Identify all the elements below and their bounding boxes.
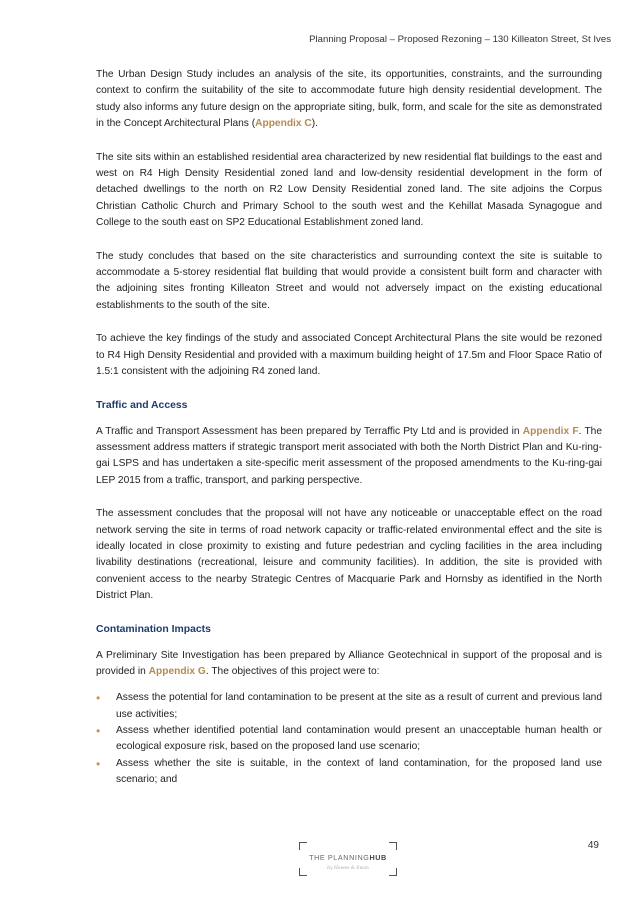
traffic-heading: Traffic and Access (96, 399, 188, 411)
bullet-icon: • (96, 691, 101, 706)
page-content (96, 67, 602, 788)
list-item (96, 756, 602, 789)
appendix-c-link[interactable]: Appendix C (255, 117, 312, 129)
logo-text-light: THE PLANNING (309, 853, 370, 862)
page-header: Planning Proposal – Proposed Rezoning – 130 Killeaton Street, St Ives (309, 34, 611, 45)
planning-hub-logo (299, 842, 397, 876)
page-number: 49 (587, 840, 599, 851)
list-item-text: Assess whether the site is suitable, in the context of land contamination, for the proposed land use scenario; and (116, 757, 602, 785)
intro-paragraph-4: To achieve the key findings of the study and associated Concept Architectural Plans the site would be rezoned to R4 High Density Residential and provided with a maximum building height of 17.5m and Floor Space Ratio of 1.5:1 consistent with the adjoining R4 zoned land. (96, 333, 602, 377)
logo-text-bold: HUB (369, 853, 387, 862)
contamination-paragraph-1-end: . The objectives of this project were to: (205, 666, 380, 678)
traffic-paragraph-1-text: A Traffic and Transport Assessment has been prepared by Terraffic Pty Ltd and is provided in (96, 425, 523, 437)
list-item-text: Assess whether identified potential land contamination would present an unacceptable human health or ecological exposure risk, based on the proposed land use scenario; (116, 724, 602, 753)
list-item (96, 723, 602, 756)
intro-paragraph-2: The site sits within an established residential area characterized by new residential flat buildings to the east and west on R4 High Density Residential zoned land and low-density residential development in the form of detached dwellings to the north on R2 Low Density Residential zoned land. The site adjoins the Corpus Christian Catholic Church and Primary School to the south west and the Kehillat Masada Synagogue and College to the south east on SP2 Educational Establishment zoned land. (96, 151, 602, 228)
bullet-icon: • (96, 723, 101, 738)
intro-paragraph-1-end: ). (311, 117, 318, 129)
list-item (96, 690, 602, 723)
appendix-f-link[interactable]: Appendix F (522, 425, 579, 437)
logo-corner-icon (299, 842, 307, 850)
logo-tagline: by Hawes & Swan (327, 866, 369, 871)
logo-corner-icon (389, 842, 397, 850)
bullet-icon: • (96, 756, 101, 771)
objectives-list (96, 690, 602, 788)
logo-wordmark (299, 853, 397, 862)
traffic-paragraph-2: The assessment concludes that the proposal will not have any noticeable or unacceptable effect on the road network serving the site in terms of road network capacity or traffic-related environmental effect and the site is ideally located in close proximity to existing and future pedestrian and cycling facilities in the area including livability destinations (recreational, leisure and community facilities). In addition, the site is provided with convenient access to the nearby Strategic Centres of Macquarie Park and Hornsby as identified in the North District Plan. (96, 508, 602, 601)
contamination-paragraph-1-text: A Preliminary Site Investigation has been prepared by Alliance Geotechnical in support of the proposal and is provided in (96, 649, 602, 678)
intro-paragraph-1 (96, 67, 602, 132)
list-item-text: Assess the potential for land contamination to be present at the site as a result of current and previous land use activities; (116, 692, 602, 720)
intro-paragraph-3: The study concludes that based on the site characteristics and surrounding context the site is suitable to accommodate a 5-storey residential flat building that would provide a consistent built form and character with the adjoining sites fronting Killeaton Street and would not adversely impact on the existing educational establishments to the south of the site. (96, 250, 602, 311)
appendix-g-link[interactable]: Appendix G (148, 666, 206, 678)
traffic-paragraph-1 (96, 424, 602, 489)
contamination-paragraph-1 (96, 648, 602, 681)
intro-paragraph-1-text: The Urban Design Study includes an analysis of the site, its opportunities, constraints, and the surrounding context to confirm the suitability of the site to accommodate future high density residential development. The study also informs any future design on the appropriate siting, bulk, form, and scale for the site as demonstrated in the Concept Architectural Plans ( (96, 69, 602, 129)
traffic-paragraph-1-end: . The assessment address matters if strategic transport merit associated with both the North District Plan and Ku-ring-gai LSPS and has undertaken a site-specific merit assessment of the proposed amendments to the Ku-ring-gai LEP 2015 from a traffic, transport, and parking perspective. (96, 425, 602, 486)
contamination-heading: Contamination Impacts (96, 623, 211, 635)
